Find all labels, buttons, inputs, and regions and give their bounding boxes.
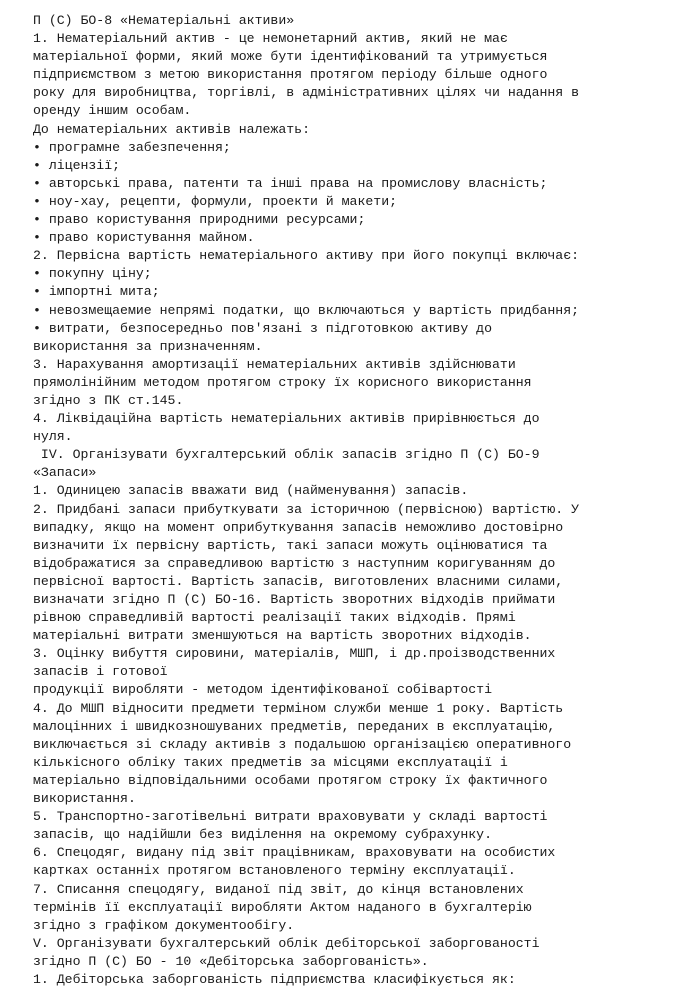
document-line: оренду іншим особам. [33,103,192,119]
document-line: кількісного обліку таких предметів за місцями експлуатації і [33,754,508,770]
document-line: підприємством з метою використання протягом періоду більше одного [33,67,548,83]
document-line: запасів і готової [33,664,168,680]
document-line: 7. Списання спецодягу, виданої під звіт, до кінця встановлених [33,881,524,897]
document-line: визначати згідно П (С) БО-16. Вартість зворотних відходів приймати [33,592,556,607]
document-line: «Запаси» [33,465,97,481]
document-line: • ліцензії; [33,157,121,173]
document-line: 5. Транспортно-заготівельні витрати враховувати у складі вартості [33,809,548,825]
document-line: • покупну ціну; [33,266,152,282]
document-line: V. Організувати бухгалтерський облік дебіторської заборгованості [33,935,540,951]
document-line: 6. Спецодяг, видану під звіт працівникам, враховувати на особистих [33,845,556,861]
document-line: рівною справедливій вартості реалізації таких відходів. Прямі [33,610,516,626]
document-line: • витрати, безпосередньо пов'язані з підготовкою активу до [33,320,492,336]
document-line: використання за призначенням. [33,338,263,354]
document-line: 2. Первісна вартість нематеріального активу при його покупці включає: [33,248,580,264]
document-line: первісної вартості. Вартість запасів, виготовлених власними силами, [33,573,564,589]
document-line: згідно з ПК ст.145. [33,392,184,408]
document-line: згідно П (С) БО - 10 «Дебіторська заборгованість». [33,953,429,969]
document-line: згідно з графіком документообігу. [33,917,295,933]
document-line: визначити їх первісну вартість, такі запаси можуть оцінюватися та [33,537,548,553]
document-line: запасів, що надійшли без виділення на окремому субрахунку. [33,827,492,843]
document-line: • імпортні мита; [33,284,160,300]
document-line: картках останніх протягом встановленого терміну експлуатації. [33,863,516,879]
document-line: 1. Нематеріальний актив - це немонетарний актив, який не має [33,31,508,47]
document-line: До нематеріальних активів належать: [33,121,310,137]
document-line: матеріальної форми, який може бути ідентифікований та утримується [33,49,548,65]
document-line: термінів її експлуатації виробляти Актом наданого в бухгалтерію [33,899,532,915]
document-line: • право користування майном. [33,230,255,246]
document-line: • ноу-хау, рецепти, формули, проекти й макети; [33,193,398,209]
document-line: прямолінійним методом протягом строку їх корисного використання [33,374,532,390]
document-line: • програмне забезпечення; [33,139,231,155]
document-line: випадку, якщо на момент оприбуткування запасів неможливо достовірно [33,519,564,535]
document-line: матеріальні витрати зменшуються на вартість зворотних відходів. [33,628,532,644]
document-line: матеріально відповідальними особами протягом строку їх фактичного [33,772,548,788]
document-line: IV. Організувати бухгалтерський облік запасів згідно П (С) БО-9 [33,447,540,463]
document-line: • право користування природними ресурсами; [33,212,366,228]
document-line: 1. Дебіторська заборгованість підприємства класифікується як: [33,971,516,987]
document-line: нуля. [33,429,73,445]
document-line: • авторські права, патенти та інші права на промислову власність; [33,175,548,191]
document-line: • невозмещаемие непрямі податки, що включаються у вартість придбання; [33,302,580,318]
document-line: 3. Оцінку вибуття сировини, матеріалів, МШП, і др.проізводственних [33,646,556,662]
document-line: малоцінних і швидкозношуваних предметів, переданих в експлуатацію, [33,718,556,734]
document-line: продукції виробляти - методом ідентифікованої собівартості [33,682,492,698]
document-line: відображатися за справедливою вартістю з наступним коригуванням до [33,555,556,571]
document-line: 3. Нарахування амортизації нематеріальних активів здійснювати [33,356,516,372]
document-line: П (С) БО-8 «Нематеріальні активи» [33,13,295,28]
document-line: 1. Одиницею запасів вважати вид (найменування) запасів. [33,483,469,499]
document-body [33,12,693,989]
document-line: виключається зі складу активів з подальшою організацією оперативного [33,736,572,752]
document-line: року для виробництва, торгівлі, в адміністративних цілях чи надання в [33,85,580,101]
document-line: 2. Придбані запаси прибуткувати за історичною (первісною) вартістю. У [33,501,580,517]
document-line: використання. [33,791,136,807]
document-line: 4. Ліквідаційна вартість нематеріальних активів прирівнюється до [33,411,540,427]
document-line: 4. До МШП відносити предмети терміном служби менше 1 року. Вартість [33,700,564,716]
